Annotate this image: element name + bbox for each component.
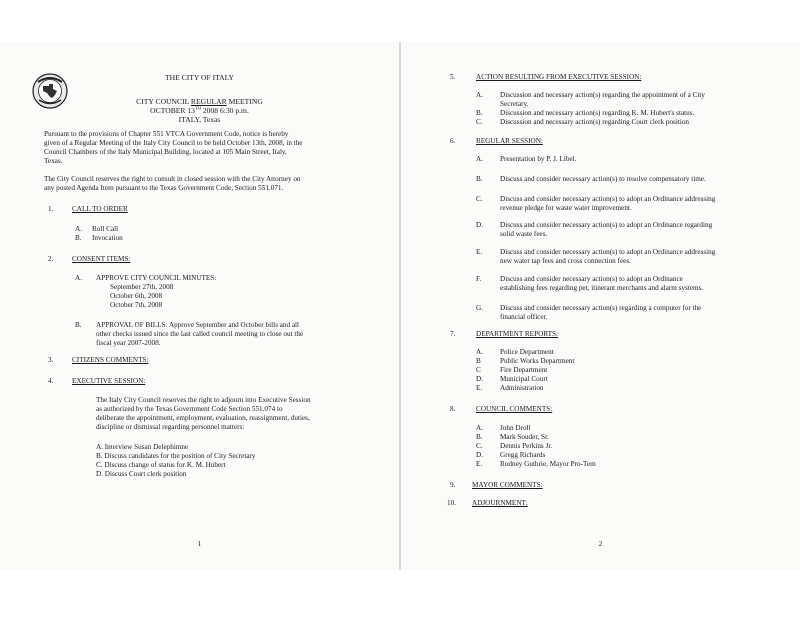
item-text: Discussion and necessary action(s) regarding the appointment of a City bbox=[500, 91, 705, 99]
exec-item: A. Interview Susan Delephimne bbox=[96, 443, 189, 451]
item-text: APPROVAL OF BILLS: Approve September and October bills and all bbox=[96, 321, 300, 329]
intro-line: Texas. bbox=[44, 157, 63, 165]
exec-session-line: The Italy City Council reserves the right to adjourn into Executive Session bbox=[96, 396, 311, 404]
item-label: D. bbox=[476, 375, 483, 383]
section-title: COUNCIL COMMENTS: bbox=[476, 405, 553, 413]
exec-item: C. Discuss change of status for K. M. Hubert bbox=[96, 461, 226, 469]
section-title: MAYOR COMMENTS: bbox=[472, 481, 543, 489]
item-label: D. bbox=[476, 221, 483, 229]
item-label: C bbox=[476, 366, 481, 374]
item-text: Dennis Perkins Jr. bbox=[500, 442, 553, 450]
item-text: Gregg Richards bbox=[500, 451, 546, 459]
section-number: 7. bbox=[450, 330, 456, 338]
section-title: CALL TO ORDER bbox=[72, 205, 128, 213]
section-number: 5. bbox=[450, 73, 456, 81]
item-text: Discuss and consider necessary action(s) to adopt an Ordinance bbox=[500, 275, 683, 283]
item-text: Mark Souder, Sr. bbox=[500, 433, 549, 441]
item-label: F. bbox=[476, 275, 482, 283]
item-label: A. bbox=[75, 274, 82, 282]
item-text: Public Works Department bbox=[500, 357, 575, 365]
item-text: Roll Call bbox=[92, 225, 119, 233]
item-text: Secretary. bbox=[500, 100, 529, 108]
section-number: 9. bbox=[450, 481, 456, 489]
section-number: 1. bbox=[48, 205, 54, 213]
minutes-date: October 6th, 2008 bbox=[110, 292, 163, 300]
item-text: Discussion and necessary action(s) regarding K. M. Hubert's status. bbox=[500, 109, 695, 117]
page-number: 2 bbox=[598, 540, 603, 548]
item-label: A. bbox=[476, 424, 483, 432]
item-label: A. bbox=[75, 225, 82, 233]
item-label: D. bbox=[476, 451, 483, 459]
closed-session-line: The City Council reserves the right to consult in closed session with the City Attorney on bbox=[44, 175, 301, 183]
meeting-title: CITY COUNCIL REGULAR MEETING bbox=[136, 97, 263, 106]
item-label: B. bbox=[476, 433, 483, 441]
intro-line: Pursuant to the provisions of Chapter 551 VTCA Government Code, notice is hereby bbox=[44, 130, 289, 138]
item-label: E. bbox=[476, 460, 483, 468]
section-number: 4. bbox=[48, 377, 54, 385]
item-label: C. bbox=[476, 195, 483, 203]
item-label: A. bbox=[476, 348, 483, 356]
section-title: REGULAR SESSION: bbox=[476, 137, 543, 145]
item-text: establishing fees regarding pet, itinerant merchants and alarm systems. bbox=[500, 284, 704, 292]
item-text: Discuss and consider necessary action(s) to adopt an Ordinance regarding bbox=[500, 221, 713, 229]
item-label: G. bbox=[476, 304, 483, 312]
item-text: Police Department bbox=[500, 348, 554, 356]
section-title: ACTION RESULTING FROM EXECUTIVE SESSION: bbox=[476, 73, 642, 81]
item-label: C. bbox=[476, 442, 483, 450]
item-label: C. bbox=[476, 118, 483, 126]
section-title: DEPARTMENT REPORTS: bbox=[476, 330, 559, 338]
item-label: A. bbox=[476, 91, 483, 99]
exec-session-line: discipline or dismissal regarding personnel matters: bbox=[96, 423, 245, 431]
section-title: CONSENT ITEMS: bbox=[72, 255, 131, 263]
meeting-location: ITALY, Texas bbox=[178, 115, 221, 124]
page-number: 1 bbox=[197, 540, 202, 548]
item-label: B. bbox=[476, 175, 483, 183]
closed-session-line: any posted Agenda Item pursuant to the Texas Government Code, Section 551.071. bbox=[44, 184, 284, 192]
item-text: Administration bbox=[500, 384, 544, 392]
minutes-date: October 7th, 2008 bbox=[110, 301, 163, 309]
item-text: Presentation by P. J. Libel. bbox=[500, 155, 577, 163]
item-text: Discuss and consider necessary action(s) regarding a computer for the bbox=[500, 304, 702, 312]
item-text: Fire Department bbox=[500, 366, 548, 374]
item-text: Discussion and necessary action(s) regarding Court clerk position bbox=[500, 118, 690, 126]
item-label: A. bbox=[476, 155, 483, 163]
item-label: E. bbox=[476, 248, 483, 256]
item-label: B. bbox=[476, 109, 483, 117]
item-text: Discuss and consider necessary action(s) to adopt an Ordinance addressing bbox=[500, 195, 716, 203]
section-number: 2. bbox=[48, 255, 54, 263]
exec-session-line: deliberate the appointment, employment, evaluation, reassignment, duties, bbox=[96, 414, 310, 422]
item-label: E. bbox=[476, 384, 483, 392]
item-text: Rodney Guthrie, Mayor Pro-Tem bbox=[500, 460, 596, 468]
intro-line: Council Chambers of the Italy Municipal Building, located at 105 Main Street, Italy, bbox=[44, 148, 287, 156]
item-text: APPROVE CITY COUNCIL MINUTES: bbox=[96, 274, 217, 282]
item-text: solid waste fees. bbox=[500, 230, 548, 238]
item-label: B bbox=[476, 357, 481, 365]
section-title: ADJOURNMENT: bbox=[472, 499, 528, 507]
item-label: B. bbox=[75, 234, 82, 242]
section-number: 6. bbox=[450, 137, 456, 145]
item-text: financial officer. bbox=[500, 313, 548, 321]
item-text: John Droll bbox=[500, 424, 531, 432]
meeting-date: OCTOBER 13TH 2008 6:30 p.m. bbox=[150, 105, 249, 115]
item-text: fiscal year 2007-2008. bbox=[96, 339, 161, 347]
exec-item: B. Discuss candidates for the position of City Secretary bbox=[96, 452, 256, 460]
item-text: other checks issued since the last called council meeting to close out the bbox=[96, 330, 304, 338]
section-number: 3. bbox=[48, 356, 54, 364]
section-number: 10. bbox=[447, 499, 456, 507]
item-text: Invocation bbox=[92, 234, 123, 242]
section-title: EXECUTIVE SESSION: bbox=[72, 377, 146, 385]
section-title: CITIZENS COMMENTS: bbox=[72, 356, 149, 364]
item-text: Discuss and consider necessary action(s) to resolve compensatory time. bbox=[500, 175, 706, 183]
item-text: Municipal Court bbox=[500, 375, 548, 383]
item-text: Discuss and consider necessary action(s) to adopt an Ordinance addressing bbox=[500, 248, 716, 256]
item-text: new water tap fees and cross connection fees. bbox=[500, 257, 631, 265]
minutes-date: September 27th, 2008 bbox=[110, 283, 174, 291]
exec-session-line: as authorized by the Texas Government Code Section 551.074 to bbox=[96, 405, 283, 413]
item-label: B. bbox=[75, 321, 82, 329]
exec-item: D. Discuss Court clerk position bbox=[96, 470, 187, 478]
city-title: THE CITY OF ITALY bbox=[164, 73, 234, 82]
item-text: revenue pledge for waste water improvement. bbox=[500, 204, 632, 212]
section-number: 8. bbox=[450, 405, 456, 413]
intro-line: given of a Regular Meeting of the Italy City Council to be held October 13th, 2008, in the bbox=[44, 139, 303, 147]
